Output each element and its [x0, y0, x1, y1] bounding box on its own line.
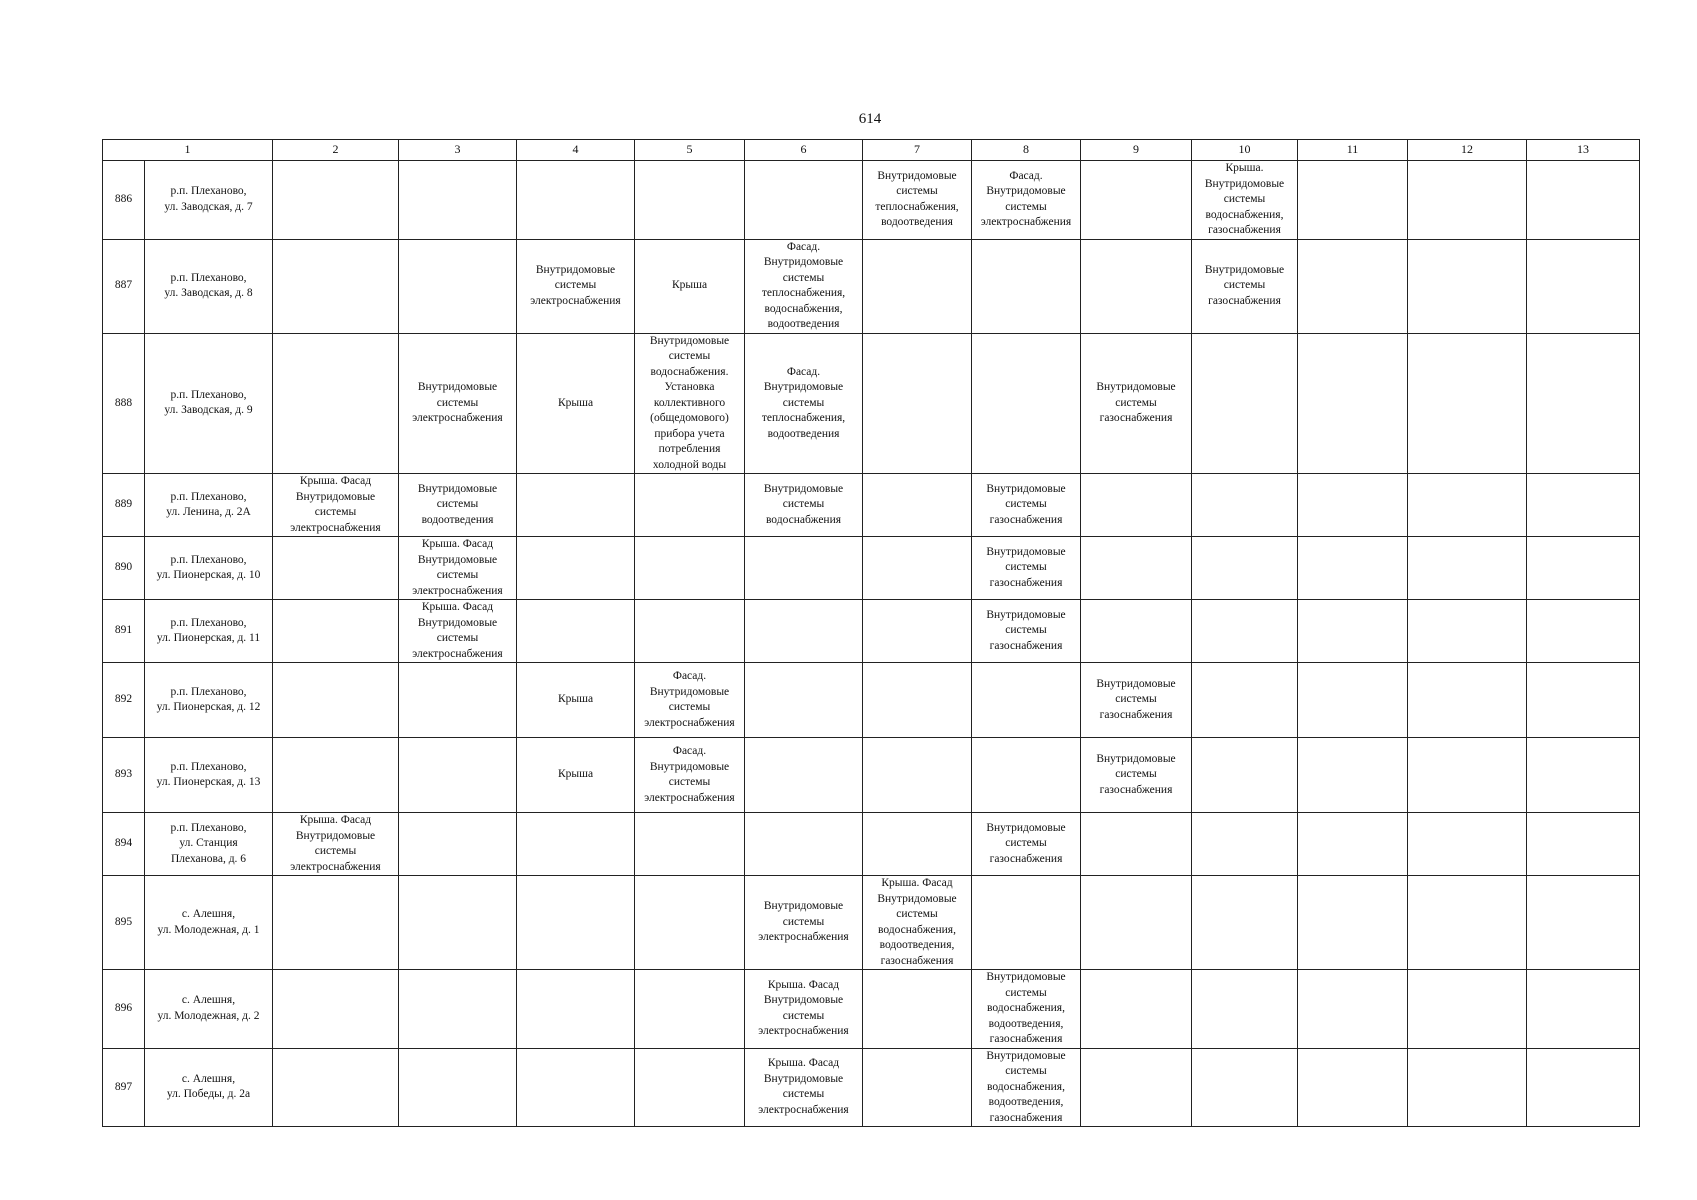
work-text: Фасад. Внутридомовые системы электроснабжения	[980, 169, 1072, 229]
work-cell-col-9	[1081, 1048, 1192, 1127]
table-header	[103, 140, 1640, 161]
work-cell-col-7	[863, 474, 972, 537]
work-cell-col-10	[1192, 600, 1298, 663]
address-text: р.п. Плеханово, ул. Заводская, д. 7	[164, 185, 253, 213]
work-cell-col-6	[745, 537, 863, 600]
row-address	[145, 333, 273, 474]
work-cell-col-10	[1192, 876, 1298, 970]
work-cell-col-6	[745, 161, 863, 240]
work-cell-col-5	[635, 161, 745, 240]
work-cell-col-13	[1527, 600, 1640, 663]
work-cell-col-10	[1192, 1048, 1298, 1127]
work-text: Внутридомовые системы газоснабжения	[1096, 677, 1176, 721]
work-cell-col-7	[863, 813, 972, 876]
work-cell-col-12	[1408, 537, 1527, 600]
work-cell-col-12	[1408, 1048, 1527, 1127]
row-address	[145, 474, 273, 537]
work-cell-col-2	[273, 537, 399, 600]
work-cell-col-11	[1298, 239, 1408, 333]
row-address	[145, 600, 273, 663]
row-address	[145, 1048, 273, 1127]
work-cell-col-13	[1527, 813, 1640, 876]
work-cell-col-5	[635, 600, 745, 663]
work-cell-col-2	[273, 161, 399, 240]
work-cell-col-10	[1192, 537, 1298, 600]
row-number: 896	[103, 970, 145, 1049]
work-cell-col-4	[517, 537, 635, 600]
work-cell-col-13	[1527, 161, 1640, 240]
work-cell-col-6	[745, 239, 863, 333]
work-cell-col-7	[863, 333, 972, 474]
work-cell-col-4	[517, 970, 635, 1049]
work-cell-col-12	[1408, 663, 1527, 738]
column-header-6: 6	[745, 140, 863, 161]
work-text: Фасад. Внутридомовые системы электроснабжения	[644, 745, 735, 804]
work-text: Крыша. Фасад Внутридомовые системы водоснабжения, водоотведения, газоснабжения	[877, 877, 957, 967]
work-cell-col-10	[1192, 738, 1298, 813]
row-number: 889	[103, 474, 145, 537]
work-cell-col-13	[1527, 663, 1640, 738]
work-cell-col-9	[1081, 970, 1192, 1049]
work-cell-col-2	[273, 239, 399, 333]
work-cell-col-5	[635, 239, 745, 333]
table-row	[103, 1048, 1640, 1127]
work-cell-col-13	[1527, 537, 1640, 600]
row-number: 894	[103, 813, 145, 876]
work-cell-col-5	[635, 1048, 745, 1127]
work-cell-col-6	[745, 474, 863, 537]
work-text: Крыша. Фасад Внутридомовые системы электроснабжения	[758, 1057, 849, 1116]
work-cell-col-7	[863, 161, 972, 240]
column-header-5: 5	[635, 140, 745, 161]
work-cell-col-4	[517, 474, 635, 537]
work-cell-col-13	[1527, 333, 1640, 474]
work-text: Внутридомовые системы водоснабжения, водоотведения, газоснабжения	[986, 1049, 1066, 1124]
work-text: Внутридомовые системы газоснабжения	[986, 482, 1066, 526]
work-cell-col-3	[399, 239, 517, 333]
row-number: 888	[103, 333, 145, 474]
work-cell-col-10	[1192, 474, 1298, 537]
work-cell-col-3	[399, 813, 517, 876]
column-header-1: 1	[103, 140, 273, 161]
work-text: Фасад. Внутридомовые системы теплоснабжения, водоотведения	[761, 365, 846, 440]
table-row	[103, 600, 1640, 663]
address-text: р.п. Плеханово, ул. Заводская, д. 8	[164, 271, 253, 299]
work-cell-col-2	[273, 813, 399, 876]
table-row	[103, 239, 1640, 333]
address-text: р.п. Плеханово, ул. Заводская, д. 9	[164, 388, 253, 417]
row-address	[145, 876, 273, 970]
work-cell-col-6	[745, 813, 863, 876]
column-header-3: 3	[399, 140, 517, 161]
column-header-10: 10	[1192, 140, 1298, 161]
work-cell-col-7	[863, 876, 972, 970]
address-text: с. Алешня, ул. Молодежная, д. 1	[157, 908, 260, 936]
work-cell-col-6	[745, 333, 863, 474]
work-cell-col-12	[1408, 970, 1527, 1049]
work-cell-col-3	[399, 970, 517, 1049]
work-cell-col-10	[1192, 663, 1298, 738]
row-address	[145, 970, 273, 1049]
work-cell-col-2	[273, 663, 399, 738]
work-text: Внутридомовые системы водоснабжения. Установка коллективного (общедомового) прибора учета потребления холодной воды	[649, 334, 730, 471]
work-cell-col-3	[399, 663, 517, 738]
work-cell-col-6	[745, 1048, 863, 1127]
row-number: 895	[103, 876, 145, 970]
work-text: Внутридомовые системы газоснабжения	[1204, 263, 1285, 307]
work-cell-col-3	[399, 1048, 517, 1127]
work-text: Внутридомовые системы электроснабжения	[758, 900, 849, 944]
work-cell-col-4	[517, 663, 635, 738]
work-cell-col-3	[399, 738, 517, 813]
table-row	[103, 537, 1640, 600]
work-cell-col-7	[863, 239, 972, 333]
work-cell-col-7	[863, 1048, 972, 1127]
row-number: 891	[103, 600, 145, 663]
work-cell-col-9	[1081, 600, 1192, 663]
work-cell-col-9	[1081, 876, 1192, 970]
work-cell-col-6	[745, 738, 863, 813]
work-cell-col-6	[745, 970, 863, 1049]
work-cell-col-10	[1192, 333, 1298, 474]
table-row	[103, 161, 1640, 240]
work-cell-col-8	[972, 738, 1081, 813]
work-cell-col-13	[1527, 970, 1640, 1049]
work-text: Внутридомовые системы водоотведения	[417, 482, 498, 526]
work-cell-col-9	[1081, 474, 1192, 537]
row-number: 886	[103, 161, 145, 240]
work-cell-col-3	[399, 161, 517, 240]
column-number-row	[103, 140, 1640, 161]
work-cell-col-8	[972, 474, 1081, 537]
repair-schedule-table	[102, 139, 1640, 1127]
work-cell-col-8	[972, 333, 1081, 474]
column-header-9: 9	[1081, 140, 1192, 161]
row-address	[145, 537, 273, 600]
work-cell-col-2	[273, 876, 399, 970]
work-text: Крыша. Фасад Внутридомовые системы электроснабжения	[758, 978, 849, 1038]
address-text: р.п. Плеханово, ул. Пионерская, д. 13	[156, 760, 261, 788]
work-cell-col-5	[635, 876, 745, 970]
work-cell-col-12	[1408, 876, 1527, 970]
work-cell-col-12	[1408, 161, 1527, 240]
work-cell-col-3	[399, 333, 517, 474]
work-cell-col-8	[972, 876, 1081, 970]
work-cell-col-5	[635, 970, 745, 1049]
work-cell-col-5	[635, 738, 745, 813]
work-cell-col-8	[972, 1048, 1081, 1127]
work-cell-col-8	[972, 537, 1081, 600]
work-cell-col-4	[517, 813, 635, 876]
work-cell-col-7	[863, 600, 972, 663]
work-text: Внутридомовые системы газоснабжения	[986, 608, 1066, 652]
address-text: р.п. Плеханово, ул. Пионерская, д. 11	[156, 616, 261, 644]
table-row	[103, 970, 1640, 1049]
work-cell-col-5	[635, 333, 745, 474]
work-text: Крыша	[557, 396, 594, 409]
address-text: р.п. Плеханово, ул. Ленина, д. 2А	[166, 490, 251, 518]
work-cell-col-6	[745, 600, 863, 663]
work-cell-col-12	[1408, 738, 1527, 813]
work-cell-col-4	[517, 738, 635, 813]
work-cell-col-5	[635, 474, 745, 537]
work-cell-col-5	[635, 663, 745, 738]
work-cell-col-8	[972, 239, 1081, 333]
row-address	[145, 239, 273, 333]
work-cell-col-7	[863, 663, 972, 738]
work-cell-col-3	[399, 876, 517, 970]
work-cell-col-7	[863, 970, 972, 1049]
work-cell-col-10	[1192, 813, 1298, 876]
work-text: Крыша	[671, 279, 708, 292]
table-row	[103, 738, 1640, 813]
work-cell-col-13	[1527, 474, 1640, 537]
work-cell-col-10	[1192, 161, 1298, 240]
table-body	[103, 161, 1640, 1127]
work-cell-col-5	[635, 813, 745, 876]
column-header-7: 7	[863, 140, 972, 161]
work-text: Фасад. Внутридомовые системы теплоснабжения, водоснабжения, водоотведения	[761, 240, 846, 330]
work-cell-col-6	[745, 876, 863, 970]
work-cell-col-2	[273, 333, 399, 474]
row-address	[145, 738, 273, 813]
work-text: Внутридомовые системы газоснабжения	[1096, 381, 1176, 424]
work-cell-col-4	[517, 333, 635, 474]
work-cell-col-9	[1081, 537, 1192, 600]
work-cell-col-10	[1192, 239, 1298, 333]
work-cell-col-11	[1298, 161, 1408, 240]
work-cell-col-11	[1298, 813, 1408, 876]
work-cell-col-11	[1298, 333, 1408, 474]
row-address	[145, 663, 273, 738]
work-cell-col-4	[517, 876, 635, 970]
work-cell-col-12	[1408, 239, 1527, 333]
work-cell-col-12	[1408, 474, 1527, 537]
table-row	[103, 876, 1640, 970]
column-header-8: 8	[972, 140, 1081, 161]
work-cell-col-3	[399, 474, 517, 537]
work-cell-col-11	[1298, 537, 1408, 600]
work-cell-col-4	[517, 1048, 635, 1127]
work-cell-col-13	[1527, 239, 1640, 333]
work-cell-col-12	[1408, 813, 1527, 876]
work-cell-col-9	[1081, 333, 1192, 474]
work-cell-col-2	[273, 600, 399, 663]
work-cell-col-3	[399, 600, 517, 663]
work-text: Крыша. Фасад Внутридомовые системы электроснабжения	[290, 814, 381, 873]
row-address	[145, 161, 273, 240]
work-cell-col-13	[1527, 1048, 1640, 1127]
table-row	[103, 333, 1640, 474]
work-cell-col-2	[273, 1048, 399, 1127]
work-cell-col-11	[1298, 970, 1408, 1049]
address-text: с. Алешня, ул. Молодежная, д. 2	[157, 994, 260, 1022]
work-cell-col-2	[273, 970, 399, 1049]
address-text: р.п. Плеханово, ул. Пионерская, д. 12	[156, 685, 261, 713]
work-cell-col-9	[1081, 161, 1192, 240]
table-row	[103, 813, 1640, 876]
work-cell-col-11	[1298, 600, 1408, 663]
work-cell-col-12	[1408, 600, 1527, 663]
work-text: Внутридомовые системы водоснабжения	[763, 482, 844, 526]
work-cell-col-8	[972, 663, 1081, 738]
work-cell-col-7	[863, 738, 972, 813]
page-number: 614	[858, 111, 882, 127]
work-text: Крыша. Фасад Внутридомовые системы электроснабжения	[290, 475, 381, 534]
row-number: 890	[103, 537, 145, 600]
row-number: 893	[103, 738, 145, 813]
row-number: 887	[103, 239, 145, 333]
work-text: Фасад. Внутридомовые системы электроснабжения	[644, 670, 735, 729]
work-text: Крыша. Внутридомовые системы водоснабжения, газоснабжения	[1204, 162, 1285, 236]
column-header-4: 4	[517, 140, 635, 161]
address-text: р.п. Плеханово, ул. Станция Плеханова, д. 6	[170, 821, 247, 865]
work-cell-col-11	[1298, 1048, 1408, 1127]
work-text: Внутридомовые системы газоснабжения	[986, 545, 1066, 589]
work-text: Внутридомовые системы теплоснабжения, водоотведения	[875, 169, 959, 229]
table-row	[103, 663, 1640, 738]
work-text: Крыша	[557, 768, 594, 781]
work-cell-col-4	[517, 600, 635, 663]
work-text: Внутридомовые системы водоснабжения, водоотведения, газоснабжения	[986, 971, 1066, 1045]
row-address	[145, 813, 273, 876]
work-cell-col-7	[863, 537, 972, 600]
work-text: Внутридомовые системы газоснабжения	[1096, 752, 1176, 796]
work-text: Крыша	[557, 693, 594, 706]
row-number: 892	[103, 663, 145, 738]
work-cell-col-12	[1408, 333, 1527, 474]
work-cell-col-8	[972, 813, 1081, 876]
column-header-11: 11	[1298, 140, 1408, 161]
work-cell-col-2	[273, 474, 399, 537]
work-cell-col-13	[1527, 876, 1640, 970]
work-cell-col-5	[635, 537, 745, 600]
column-header-12: 12	[1408, 140, 1527, 161]
work-text: Крыша. Фасад Внутридомовые системы электроснабжения	[412, 601, 503, 660]
work-cell-col-11	[1298, 738, 1408, 813]
work-cell-col-9	[1081, 663, 1192, 738]
work-text: Внутридомовые системы газоснабжения	[986, 821, 1066, 865]
work-text: Внутридомовые системы электроснабжения	[412, 381, 503, 424]
address-text: с. Алешня, ул. Победы, д. 2а	[166, 1072, 251, 1101]
work-text: Крыша. Фасад Внутридомовые системы электроснабжения	[412, 538, 503, 597]
work-cell-col-4	[517, 239, 635, 333]
work-cell-col-8	[972, 600, 1081, 663]
column-header-2: 2	[273, 140, 399, 161]
work-cell-col-3	[399, 537, 517, 600]
work-cell-col-11	[1298, 474, 1408, 537]
work-cell-col-9	[1081, 813, 1192, 876]
work-cell-col-9	[1081, 239, 1192, 333]
work-cell-col-11	[1298, 876, 1408, 970]
table-row	[103, 474, 1640, 537]
work-cell-col-11	[1298, 663, 1408, 738]
work-cell-col-4	[517, 161, 635, 240]
work-cell-col-8	[972, 161, 1081, 240]
address-text: р.п. Плеханово, ул. Пионерская, д. 10	[156, 553, 261, 581]
row-number: 897	[103, 1048, 145, 1127]
work-cell-col-10	[1192, 970, 1298, 1049]
work-cell-col-13	[1527, 738, 1640, 813]
column-header-13: 13	[1527, 140, 1640, 161]
work-cell-col-6	[745, 663, 863, 738]
work-cell-col-8	[972, 970, 1081, 1049]
work-cell-col-2	[273, 738, 399, 813]
work-text: Внутридомовые системы электроснабжения	[530, 263, 621, 307]
work-cell-col-9	[1081, 738, 1192, 813]
